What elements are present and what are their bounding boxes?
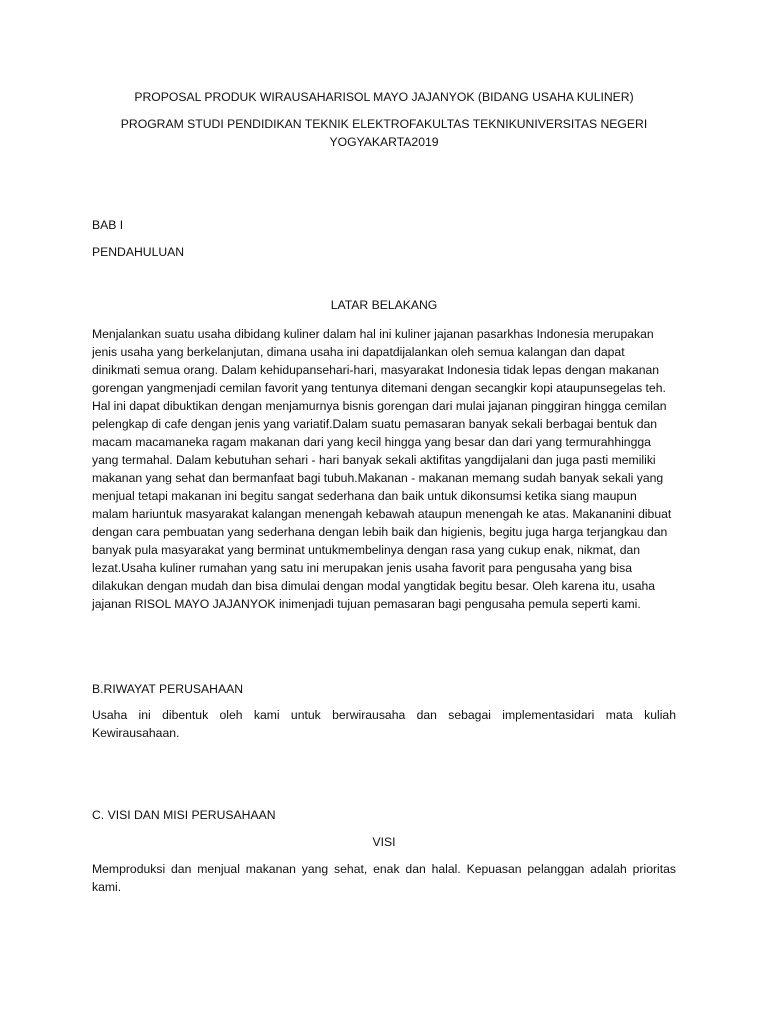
visi-heading: VISI [372, 835, 396, 849]
section-heading-latar-belakang: LATAR BELAKANG [330, 298, 438, 312]
section-heading-riwayat-perusahaan: B.RIWAYAT PERUSAHAAN [92, 682, 244, 696]
visi-paragraph: Memproduksi dan menjual makanan yang sehat, enak dan halal. Kepuasan pelanggan adalah prioritas kami. [92, 862, 676, 894]
document-subtitle: PROGRAM STUDI PENDIDIKAN TEKNIK ELEKTROFAKULTAS TEKNIKUNIVERSITAS NEGERI YOGYAKARTA2019 [120, 117, 648, 149]
latar-belakang-paragraph: Menjalankan suatu usaha dibidang kuliner dalam hal ini kuliner jajanan pasarkhas Indonesia merupakan jenis usaha yang berkelanjutan, dimana usaha ini dapatdijalankan oleh semua kalangan dan dapat dinikmati semua orang. Dalam kehidupansehari-hari, masyarakat Indonesia tidak lepas dengan makanan gorengan yangmenjadi cemilan favorit yang tentunya ditemani dengan secangkir kopi ataupunsegelas teh. Hal ini dapat dibuktikan dengan menjamurnya bisnis gorengan dari mulai jajanan pinggiran hingga cemilan pelengkap di cafe dengan jenis yang variatif.Dalam suatu pemasaran banyak sekali berbagai bentuk dan macam macamaneka ragam makanan dari yang kecil hingga yang besar dan dari yang termurahhingga yang termahal. Dalam kebutuhan sehari - hari banyak sekali aktifitas yangdijalani dan juga pasti memiliki makanan yang sehat dan bermanfaat bagi tubuh.Makanan - makanan memang sudah banyak sekali yang menjual tetapi makanan ini begitu sangat sederhana dan baik untuk dikonsumsi ketika siang maupun malam hariuntuk masyarakat kalangan menengah kebawah ataupun menengah ke atas. Makananini dibuat dengan cara pembuatan yang sederhana dengan lebih baik dan higienis, begitu juga harga terjangkau dan banyak pula masyarakat yang berminat untukmembelinya dengan rasa yang cukup enak, nikmat, dan lezat.Usaha kuliner rumahan yang satu ini merupakan jenis usaha favorit para pengusaha yang bisa dilakukan dengan mudah dan bisa dimulai dengan modal yangtidak begitu besar. Oleh karena itu, usaha jajanan RISOL MAYO JAJANYOK inimenjadi tujuan pemasaran bagi pengusaha pemula seperti kami. [92, 327, 672, 611]
chapter-number: BAB I [92, 218, 124, 232]
document-title: PROPOSAL PRODUK WIRAUSAHARISOL MAYO JAJANYOK (BIDANG USAHA KULINER) [134, 90, 634, 104]
chapter-title: PENDAHULUAN [92, 245, 185, 259]
riwayat-perusahaan-paragraph: Usaha ini dibentuk oleh kami untuk berwirausaha dan sebagai implementasidari mata kuliah Kewirausahaan. [92, 708, 676, 740]
section-heading-visi-misi: C. VISI DAN MISI PERUSAHAAN [92, 808, 276, 822]
